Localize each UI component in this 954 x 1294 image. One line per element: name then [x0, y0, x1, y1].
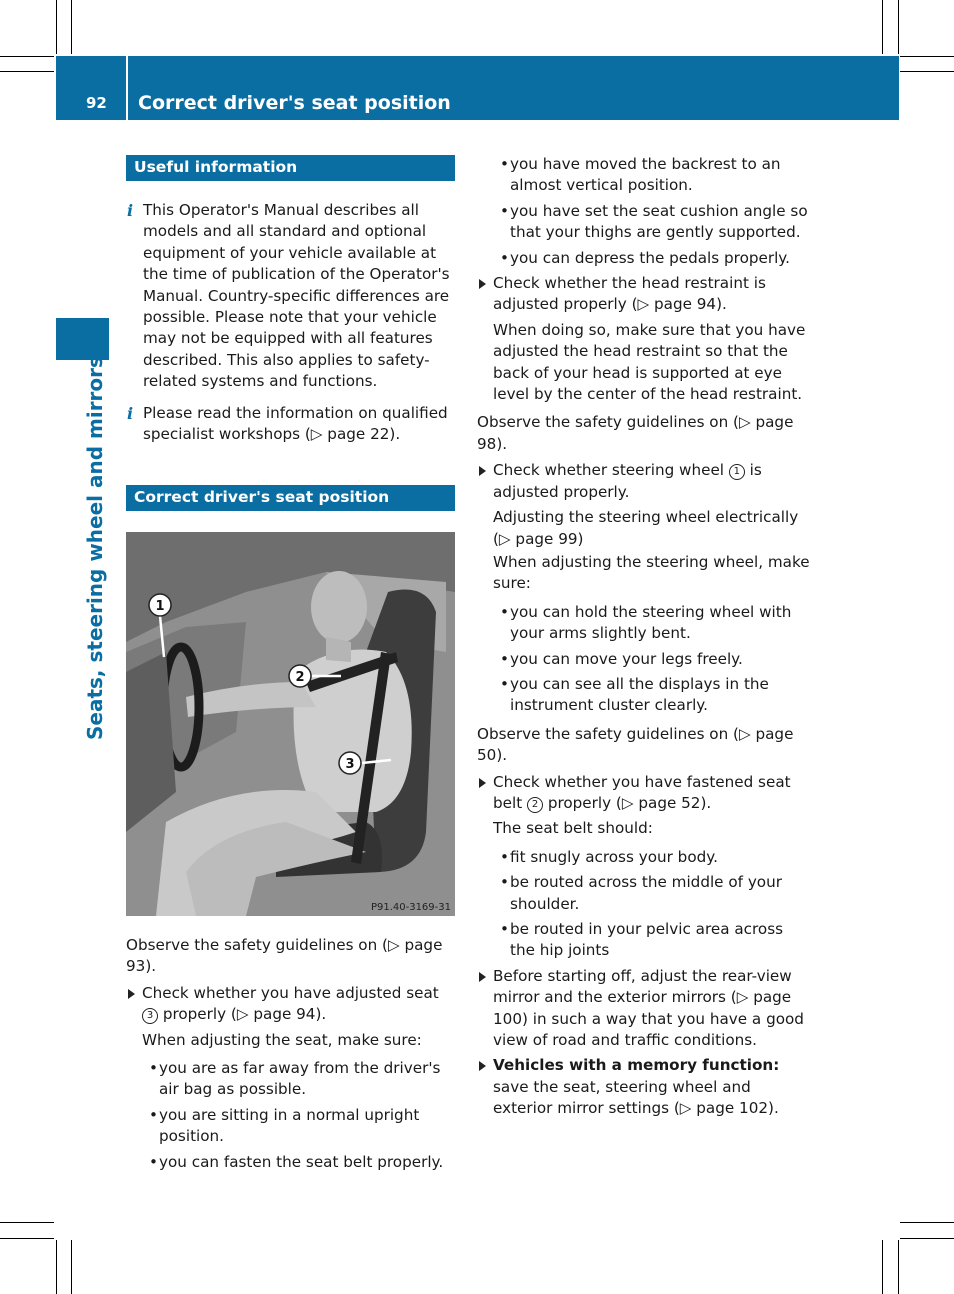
safety-reference: Observe the safety guidelines on (▷ page 98).: [477, 413, 794, 453]
callout-ref: 3: [142, 1008, 158, 1024]
bullet-item: [477, 602, 812, 645]
bullet-item: [477, 919, 812, 962]
callout-1: 1: [155, 599, 165, 614]
bullet-item: [477, 649, 812, 670]
bullet-item: [477, 674, 812, 717]
bullet-text: be routed in your pelvic area across the hip joints: [510, 920, 784, 960]
step-text: Check whether you have adjusted seat: [142, 983, 439, 1002]
instruction-step: [477, 966, 812, 1052]
section-heading-seat-position: Correct driver's seat position: [126, 485, 455, 511]
bullet-text: fit snugly across your body.: [510, 847, 718, 866]
step-note: The seat belt should:: [493, 819, 653, 838]
bullet-text: you can depress the pedals properly.: [510, 248, 790, 267]
crop-mark: [900, 56, 954, 57]
step-arrow-icon: [479, 466, 486, 476]
bullet-dot: •: [149, 1059, 158, 1078]
step-arrow-icon: [479, 778, 486, 788]
bullet-dot: •: [500, 201, 509, 220]
bullet-dot: •: [149, 1152, 158, 1171]
step-text: save the seat, steering wheel and exterior mirror settings (▷ page 102).: [493, 1077, 779, 1118]
step-arrow-icon: [479, 279, 486, 289]
chapter-tab: [56, 318, 109, 360]
crop-mark: [898, 1240, 899, 1294]
step-note: When adjusting the seat, make sure:: [142, 1030, 422, 1049]
bullet-dot: •: [500, 873, 509, 892]
crop-mark: [0, 1222, 54, 1223]
bullet-item: [477, 872, 812, 915]
bullet-item: [126, 1152, 458, 1173]
bullet-item: [126, 1058, 458, 1101]
bullet-item: [477, 201, 812, 244]
bullet-item: [126, 1105, 458, 1148]
callout-3: 3: [345, 757, 355, 772]
bullet-text: you can see all the displays in the instrument cluster clearly.: [510, 674, 769, 715]
bullet-text: you can move your legs freely.: [510, 649, 743, 668]
bullet-dot: •: [500, 602, 509, 621]
callout-ref: 1: [729, 464, 745, 480]
step-text: properly (▷ page 94).: [162, 1005, 327, 1024]
bullet-dot: •: [500, 155, 509, 173]
step-note: Adjusting the steering wheel electrically (▷ page 99): [493, 508, 799, 548]
instruction-step: [477, 273, 812, 316]
step-note: When doing so, make sure that you have adjusted the head restraint so that the back of your head is supported at eye level by the center of the head restraint.: [493, 320, 806, 404]
info-text: Please read the information on qualified specialist workshops (▷ page 22).: [143, 403, 448, 444]
bullet-text: you can hold the steering wheel with your arms slightly bent.: [510, 602, 792, 643]
bullet-item: [477, 847, 812, 868]
chapter-title-vertical: Seats, steering wheel and mirrors: [83, 356, 107, 740]
crop-mark: [0, 71, 54, 72]
page-header: [56, 56, 899, 120]
page-number: 92: [86, 94, 107, 112]
crop-mark: [56, 1240, 57, 1294]
bullet-text: you are sitting in a normal upright position.: [159, 1105, 420, 1146]
crop-mark: [71, 0, 72, 54]
bullet-item: [477, 248, 812, 269]
bullet-text: you can fasten the seat belt properly.: [159, 1152, 444, 1171]
bullet-dot: •: [500, 649, 509, 668]
instruction-step: [126, 983, 458, 1026]
step-text: Before starting off, adjust the rear-view mirror and the exterior mirrors (▷ page 100) in such a way that you have a good view of road and traffic conditions.: [493, 966, 804, 1050]
info-icon: i: [127, 403, 134, 423]
bullet-dot: •: [500, 847, 509, 866]
step-text: properly (▷ page 52).: [547, 793, 712, 812]
crop-mark: [898, 0, 899, 54]
right-column-instructions: [477, 154, 812, 1120]
bullet-text: you have set the seat cushion angle so that your thighs are gently supported.: [510, 201, 808, 242]
bullet-dot: •: [500, 674, 509, 693]
bullet-text: you have moved the backrest to an almost vertical position.: [510, 155, 781, 195]
bullet-dot: •: [500, 920, 509, 938]
info-icon: i: [127, 201, 134, 220]
crop-mark: [56, 0, 57, 54]
bullet-dot: •: [149, 1105, 158, 1124]
header-divider: [126, 56, 128, 120]
bullet-text: be routed across the middle of your shoulder.: [510, 873, 782, 913]
step-text: Check whether the head restraint is adjusted properly (▷ page 94).: [493, 274, 766, 314]
crop-mark: [71, 1240, 72, 1294]
step-note: When adjusting the steering wheel, make sure:: [493, 552, 810, 593]
safety-reference: Observe the safety guidelines on (▷ page 50).: [477, 724, 794, 765]
crop-mark: [882, 0, 883, 54]
instruction-step: [477, 772, 812, 815]
crop-mark: [900, 1222, 954, 1223]
callout-ref: 2: [527, 797, 543, 813]
safety-reference: Observe the safety guidelines on (▷ page 93).: [126, 936, 443, 976]
useful-info-block: [126, 200, 458, 445]
callout-2: 2: [295, 670, 305, 685]
figure-code: P91.40-3169-31: [370, 902, 451, 913]
crop-mark: [0, 56, 54, 57]
bullet-text: you are as far away from the driver's air bag as possible.: [159, 1059, 441, 1099]
step-arrow-icon: [479, 972, 486, 982]
info-text: This Operator's Manual describes all models and all standard and optional equipment of your vehicle available at the time of publication of the Operator's Manual. Country-specific differences are possible. Please note that your vehicle may not be equipped with all features described. This also applies to safety-related systems and functions.: [143, 201, 450, 391]
step-arrow-icon: [128, 989, 135, 999]
step-text: Check whether steering wheel: [493, 461, 725, 480]
left-column-instructions: [126, 935, 458, 1173]
page-title: Correct driver's seat position: [138, 92, 451, 114]
instruction-step: [477, 460, 812, 503]
info-note: [126, 403, 458, 446]
crop-mark: [882, 1240, 883, 1294]
illustration-drawing: [126, 532, 455, 916]
crop-mark: [900, 71, 954, 72]
crop-mark: [0, 1238, 54, 1239]
step-text-bold: Vehicles with a memory function:: [493, 1056, 780, 1075]
step-text: Check whether you have fastened seat belt: [493, 772, 791, 812]
bullet-item: [477, 154, 812, 197]
seat-position-illustration: [126, 532, 455, 916]
crop-mark: [900, 1238, 954, 1239]
info-note: [126, 200, 458, 393]
bullet-dot: •: [500, 248, 509, 267]
step-arrow-icon: [479, 1061, 486, 1071]
section-heading-useful-information: Useful information: [126, 155, 455, 181]
step-text: is adjusted properly.: [493, 461, 762, 501]
instruction-step: [477, 1055, 812, 1119]
